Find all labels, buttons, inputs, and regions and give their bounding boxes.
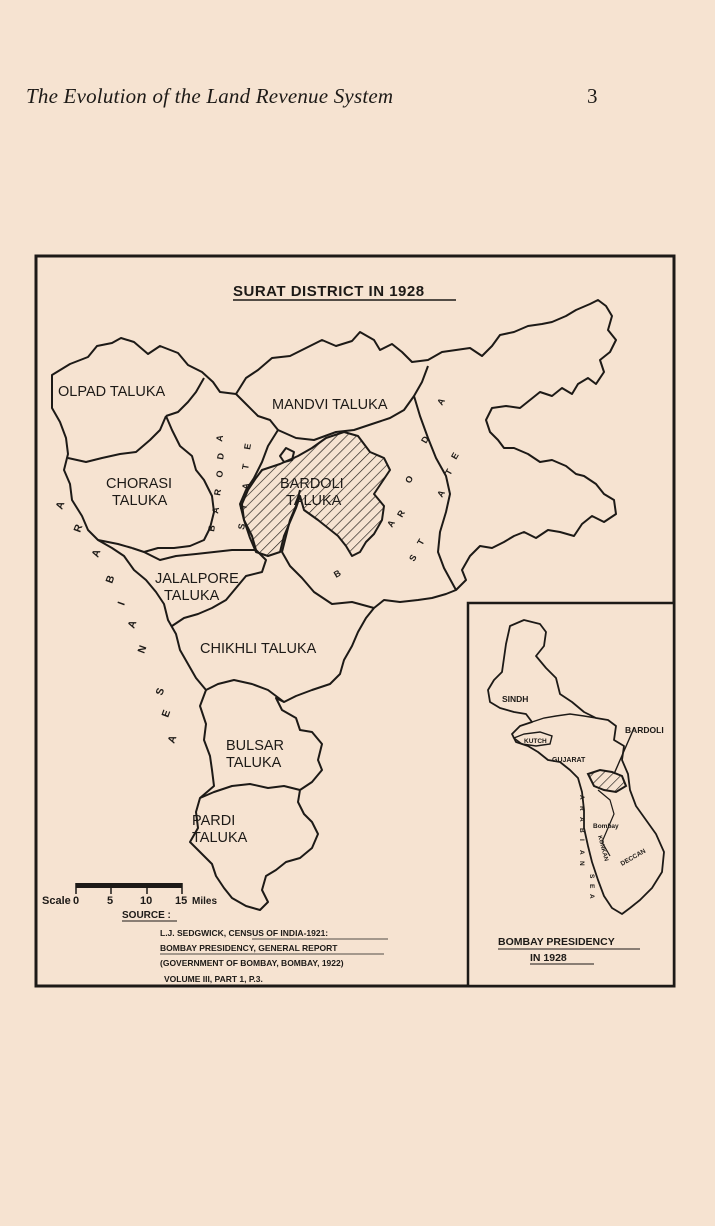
inset-sea-letter: A — [578, 795, 585, 800]
inset-sea-letter: A — [578, 850, 585, 855]
sea-letter: E — [159, 708, 174, 720]
baroda-letter: A — [214, 434, 226, 443]
inset-sea-letter: N — [578, 861, 585, 866]
sea-letter: R — [71, 522, 86, 535]
baroda-letter: T — [238, 503, 249, 511]
sea-letter: S — [153, 686, 168, 698]
scale-tick-label: 15 — [175, 895, 188, 907]
inset-sea-letter: I — [578, 839, 585, 841]
source-line-3: (GOVERNMENT OF BOMBAY, BOMBAY, 1922) — [160, 958, 344, 968]
border-bulsar-pardi — [200, 784, 300, 798]
scale-tick-label: 10 — [140, 895, 153, 907]
baroda-letter: O — [403, 473, 416, 485]
inset-label-sindh: SINDH — [502, 694, 529, 704]
arabian-sea-label — [54, 499, 180, 745]
scale-unit: Miles — [192, 896, 218, 907]
taluka-label-chorasi-1: CHORASI — [106, 476, 173, 492]
sea-letter: A — [53, 499, 68, 512]
border-chikhli-bulsar — [206, 680, 284, 702]
inset-sea-letter: R — [578, 806, 585, 811]
baroda-letter: A — [210, 506, 222, 515]
sea-letter: I — [115, 600, 128, 608]
inset-label-gujarat: GUJARAT — [552, 757, 586, 764]
taluka-label-mandvi: MANDVI TALUKA — [272, 397, 388, 413]
inset-sea-letter: A — [588, 894, 595, 899]
sea-letter: N — [135, 643, 150, 656]
scale-tick-label: 0 — [73, 895, 80, 907]
scale-tick-label: 5 — [107, 895, 114, 907]
inset-label-bombay: Bombay — [593, 823, 619, 830]
inset-frame — [468, 603, 674, 986]
baroda-letter: D — [215, 452, 227, 461]
scale-label: Scale — [42, 895, 71, 907]
scale-bar — [42, 883, 217, 907]
sea-letter: A — [89, 547, 104, 560]
page-number: 3 — [587, 84, 598, 108]
baroda-letter: B — [332, 567, 343, 580]
source-line-4: VOLUME III, PART 1, P.3. — [164, 974, 263, 984]
baroda-letter: E — [449, 450, 461, 461]
baroda-letter: R — [395, 508, 407, 519]
taluka-label-jalalpore-1: JALALPORE — [155, 571, 239, 587]
sea-letter: A — [125, 618, 140, 631]
sea-letter: A — [165, 733, 180, 746]
taluka-label-bulsar-1: BULSAR — [226, 738, 285, 754]
sea-letter: B — [103, 573, 118, 586]
baroda-letter: A — [385, 518, 397, 529]
inset-sea-letter: A — [578, 817, 585, 822]
inset-label-konkan: KONKAN — [596, 834, 609, 862]
baroda-letter: T — [240, 463, 251, 471]
border-olpad-chorasi — [68, 416, 166, 462]
taluka-label-chorasi-2: TALUKA — [112, 493, 168, 509]
border-olpad-east — [166, 378, 204, 416]
source-note — [122, 910, 388, 984]
running-head: The Evolution of the Land Revenue System — [26, 84, 394, 108]
inset-label-bardoli: BARDOLI — [625, 725, 664, 735]
inset-sea-letter: B — [578, 828, 585, 833]
baroda-letter: R — [212, 488, 224, 497]
map-title: SURAT DISTRICT IN 1928 — [233, 283, 425, 300]
source-line-2: BOMBAY PRESIDENCY, GENERAL REPORT — [160, 943, 338, 953]
inset-map — [468, 603, 674, 986]
baroda-letter: D — [419, 434, 431, 445]
baroda-letter: A — [240, 482, 252, 491]
baroda-letter: T — [415, 537, 427, 547]
taluka-label-bardoli-2: TALUKA — [286, 493, 342, 509]
baroda-letter: E — [242, 442, 254, 451]
inset-title-line1: BOMBAY PRESIDENCY — [498, 936, 615, 948]
baroda-letter: S — [407, 552, 419, 563]
baroda-letter: T — [443, 467, 455, 477]
taluka-label-olpad: OLPAD TALUKA — [58, 384, 166, 400]
taluka-label-bardoli-1: BARDOLI — [280, 476, 344, 492]
inset-label-kutch: KUTCH — [524, 738, 547, 745]
source-heading: SOURCE : — [122, 910, 171, 921]
taluka-label-jalalpore-2: TALUKA — [164, 588, 220, 604]
scale-bar-fill — [76, 883, 182, 888]
taluka-label-pardi-1: PARDI — [192, 813, 236, 829]
taluka-label-chikhli: CHIKHLI TALUKA — [200, 641, 317, 657]
inset-sea-letter: E — [588, 884, 595, 889]
inset-sea-letter: S — [588, 874, 595, 879]
baroda-letter: O — [214, 469, 226, 479]
baroda-letter: A — [435, 488, 447, 499]
inset-label-deccan: DECCAN — [619, 847, 648, 868]
baroda-letter: A — [435, 396, 447, 407]
inset-title-line2: IN 1928 — [530, 952, 567, 964]
taluka-label-pardi-2: TALUKA — [192, 830, 248, 846]
baroda-letter: S — [236, 522, 248, 531]
baroda-letter: B — [206, 524, 218, 533]
source-line-1: L.J. SEDGWICK, CENSUS OF INDIA-1921: — [160, 928, 329, 938]
taluka-label-bulsar-2: TALUKA — [226, 755, 282, 771]
